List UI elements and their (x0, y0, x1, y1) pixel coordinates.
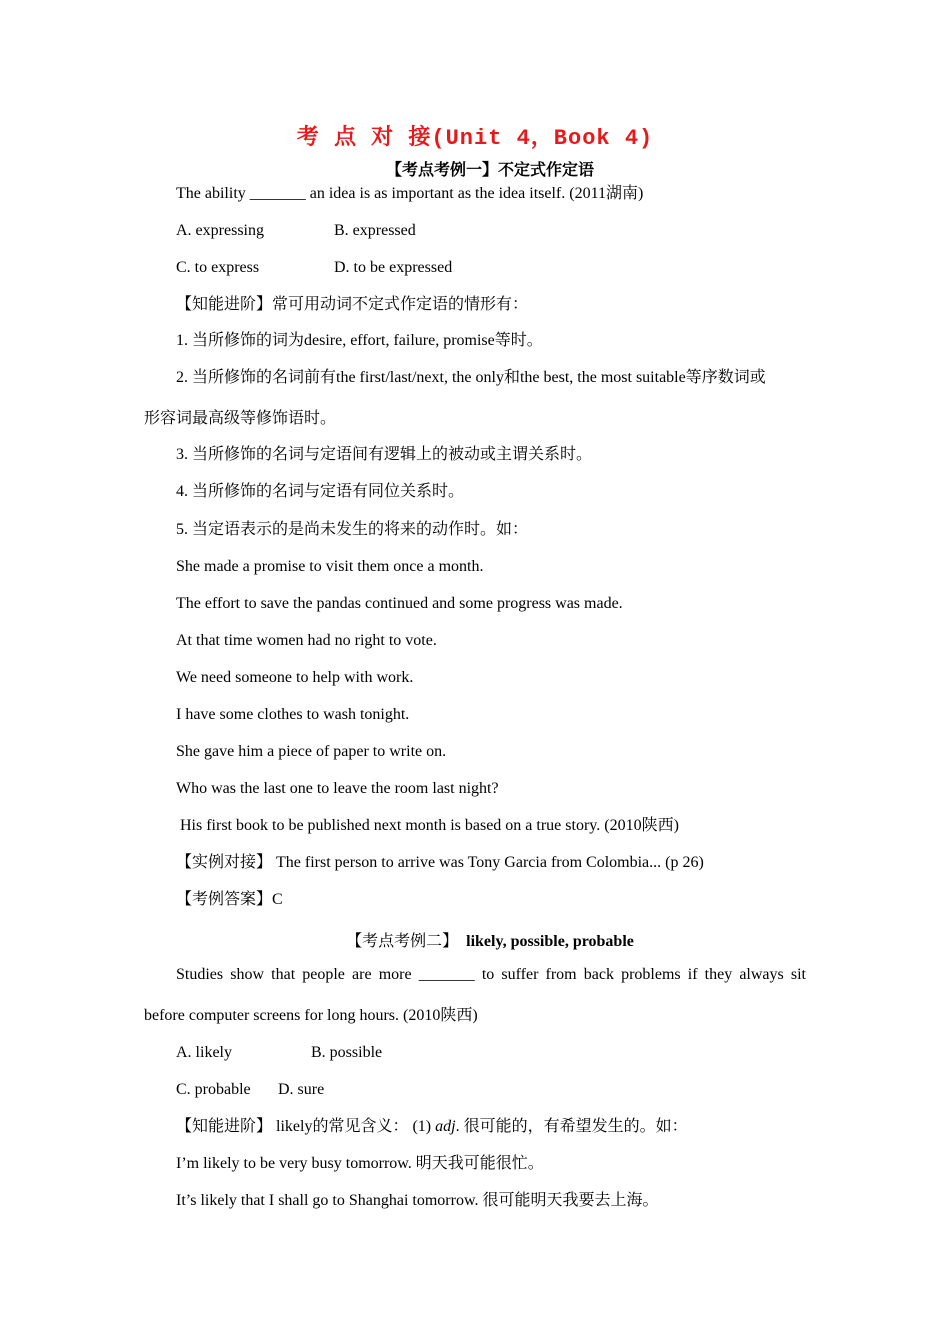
section2-options-row1 (176, 1043, 382, 1063)
section1-heading: 【考点考例一】不定式作定语 (385, 162, 594, 179)
knowledge-prefix: 【知能进阶】 likely的常见含义： (1) (176, 1118, 436, 1135)
option-d: D. to be expressed (334, 259, 453, 276)
example-sentence: She made a promise to visit them once a month. (176, 558, 484, 575)
knowledge-pos: adj (435, 1118, 456, 1135)
rule-3: 3. 当所修饰的名词与定语间有逻辑上的被动或主谓关系时。 (176, 446, 593, 463)
answer: 【考例答案】C (176, 891, 283, 908)
section2-knowledge (176, 1117, 688, 1137)
section2-heading (0, 928, 950, 951)
knowledge-suffix: . 很可能的，有希望发生的。如： (455, 1118, 688, 1135)
option-b: B. possible (311, 1044, 383, 1061)
example-sentence: She gave him a piece of paper to write on. (176, 743, 447, 760)
section1-question: The ability _______ an idea is as important as the idea itself. (2011湖南) (176, 185, 644, 202)
option-c: C. probable (176, 1081, 251, 1098)
option-b: B. expressed (334, 222, 416, 239)
example-sentence: His first book to be published next month is based on a true story. (2010陕西) (176, 817, 679, 834)
example-sentence: We need someone to help with work. (176, 669, 414, 686)
option-d: D. sure (278, 1081, 325, 1098)
example-sentence: At that time women had no right to vote. (176, 632, 437, 649)
example-sentence: I have some clothes to wash tonight. (176, 706, 410, 723)
option-c: C. to express (176, 259, 260, 276)
section2-heading-cn: 【考点考例二】 (346, 933, 459, 950)
rule-4: 4. 当所修饰的名词与定语有同位关系时。 (176, 483, 465, 500)
page-title: 考 点 对 接(Unit 4，Book 4) (296, 126, 654, 151)
rule-2-line2: 形容词最高级等修饰语时。 (144, 410, 337, 427)
rule-5: 5. 当定语表示的是尚未发生的将来的动作时。如： (176, 521, 529, 538)
example-link: 【实例对接】 The first person to arrive was Tony Garcia from Colombia... (p 26) (176, 854, 704, 871)
example-sentence: I’m likely to be very busy tomorrow. 明天我可能很忙。 (176, 1155, 544, 1172)
example-sentence: The effort to save the pandas continued and some progress was made. (176, 595, 623, 612)
rule-1: 1. 当所修饰的词为desire, effort, failure, promise等时。 (176, 332, 543, 349)
section2-question-line1: Studies show that people are more _______ to suffer from back problems if they always sit (176, 966, 806, 983)
rule-2-line1: 2. 当所修饰的名词前有the first/last/next, the only和the best, the most suitable等序数词或 (176, 369, 766, 386)
section1-options-row2 (176, 258, 452, 278)
option-a: A. likely (176, 1044, 232, 1061)
section1-options-row1 (176, 221, 416, 241)
example-sentence: Who was the last one to leave the room last night? (176, 780, 499, 797)
knowledge-intro: 【知能进阶】常可用动词不定式作定语的情形有： (176, 296, 529, 313)
section2-heading-en: likely, possible, probable (466, 933, 634, 950)
option-a: A. expressing (176, 222, 264, 239)
section2-options-row2 (176, 1080, 324, 1100)
section2-question-line2: before computer screens for long hours. (2010陕西) (144, 1007, 478, 1024)
example-sentence: It’s likely that I shall go to Shanghai tomorrow. 很可能明天我要去上海。 (176, 1192, 659, 1209)
